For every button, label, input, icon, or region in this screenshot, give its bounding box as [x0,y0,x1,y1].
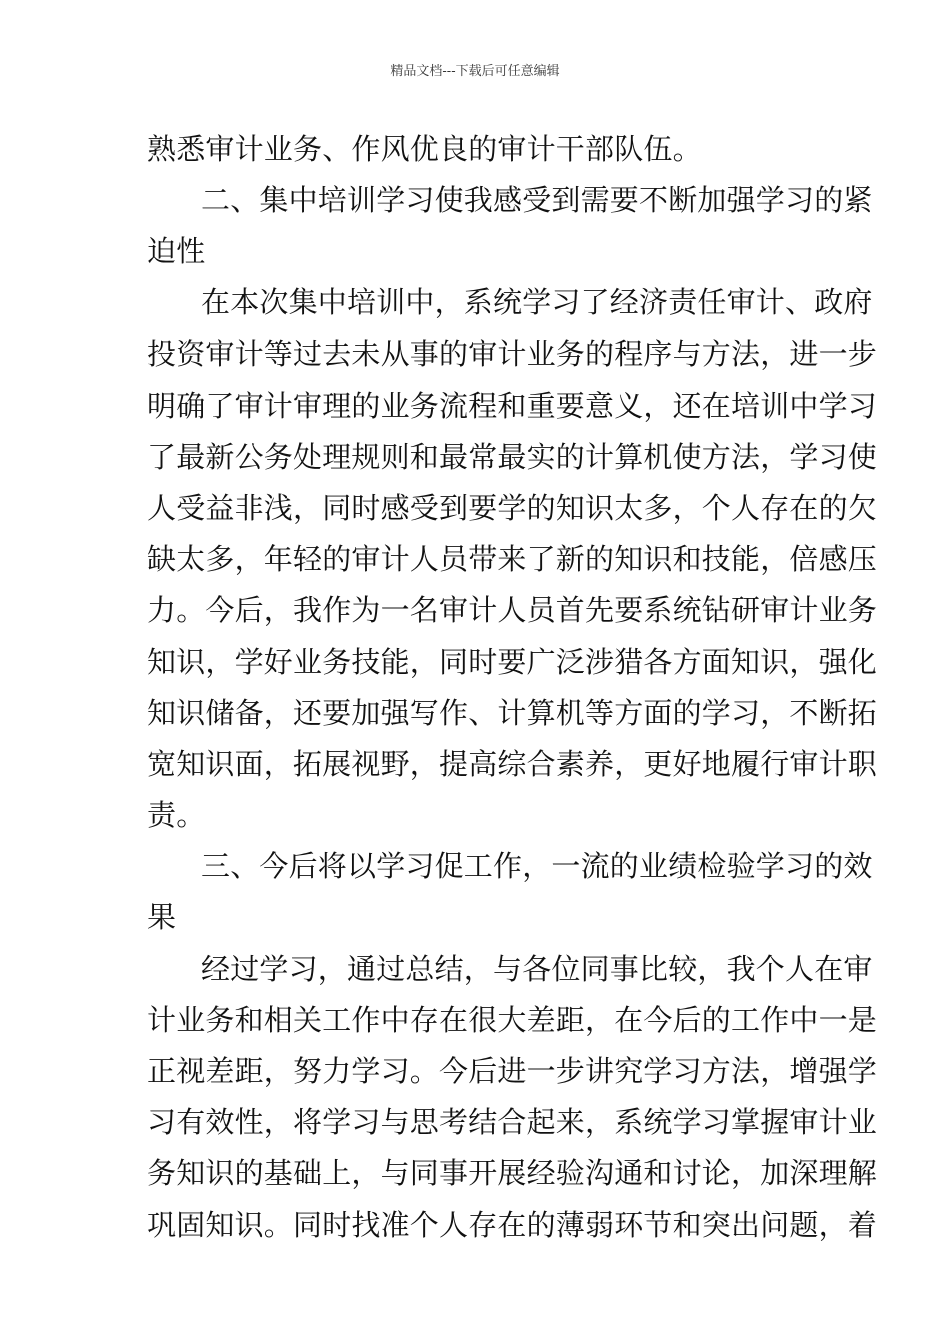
text-line: 知识储备，还要加强写作、计算机等方面的学习，不断拓 [147,696,878,730]
text-line: 明确了审计审理的业务流程和重要意义，还在培训中学习 [147,389,878,423]
text-line: 计业务和相关工作中存在很大差距，在今后的工作中一是 [147,1003,878,1037]
section-heading-line: 三、今后将以学习促工作，一流的业绩检验学习的效 [201,849,873,883]
text-line: 缺太多，年轻的审计人员带来了新的知识和技能，倍感压 [147,542,878,576]
section-heading-line: 果 [147,900,177,934]
text-line: 责。 [147,798,206,832]
text-line: 力。今后，我作为一名审计人员首先要系统钻研审计业务 [147,593,878,627]
text-line: 宽知识面，拓展视野，提高综合素养，更好地履行审计职 [147,747,878,781]
text-line: 巩固知识。同时找准个人存在的薄弱环节和突出问题，着 [147,1208,878,1242]
text-line: 在本次集中培训中，系统学习了经济责任审计、政府 [201,285,873,319]
text-line: 投资审计等过去未从事的审计业务的程序与方法，进一步 [147,337,878,371]
text-line: 经过学习，通过总结，与各位同事比较，我个人在审 [201,952,873,986]
section-heading-line: 迫性 [147,234,206,268]
section-heading-line: 二、集中培训学习使我感受到需要不断加强学习的紧 [201,183,873,217]
text-line: 正视差距，努力学习。今后进一步讲究学习方法，增强学 [147,1054,878,1088]
text-line: 知识，学好业务技能，同时要广泛涉猎各方面知识，强化 [147,645,878,679]
text-line: 人受益非浅，同时感受到要学的知识太多，个人存在的欠 [147,491,878,525]
text-line: 熟悉审计业务、作风优良的审计干部队伍。 [147,132,702,166]
text-line: 了最新公务处理规则和最常最实的计算机使方法，学习使 [147,440,878,474]
page-header: 精品文档---下载后可任意编辑 [390,64,560,79]
text-line: 习有效性，将学习与思考结合起来，系统学习掌握审计业 [147,1105,878,1139]
text-line: 务知识的基础上，与同事开展经验沟通和讨论，加深理解 [147,1156,878,1190]
